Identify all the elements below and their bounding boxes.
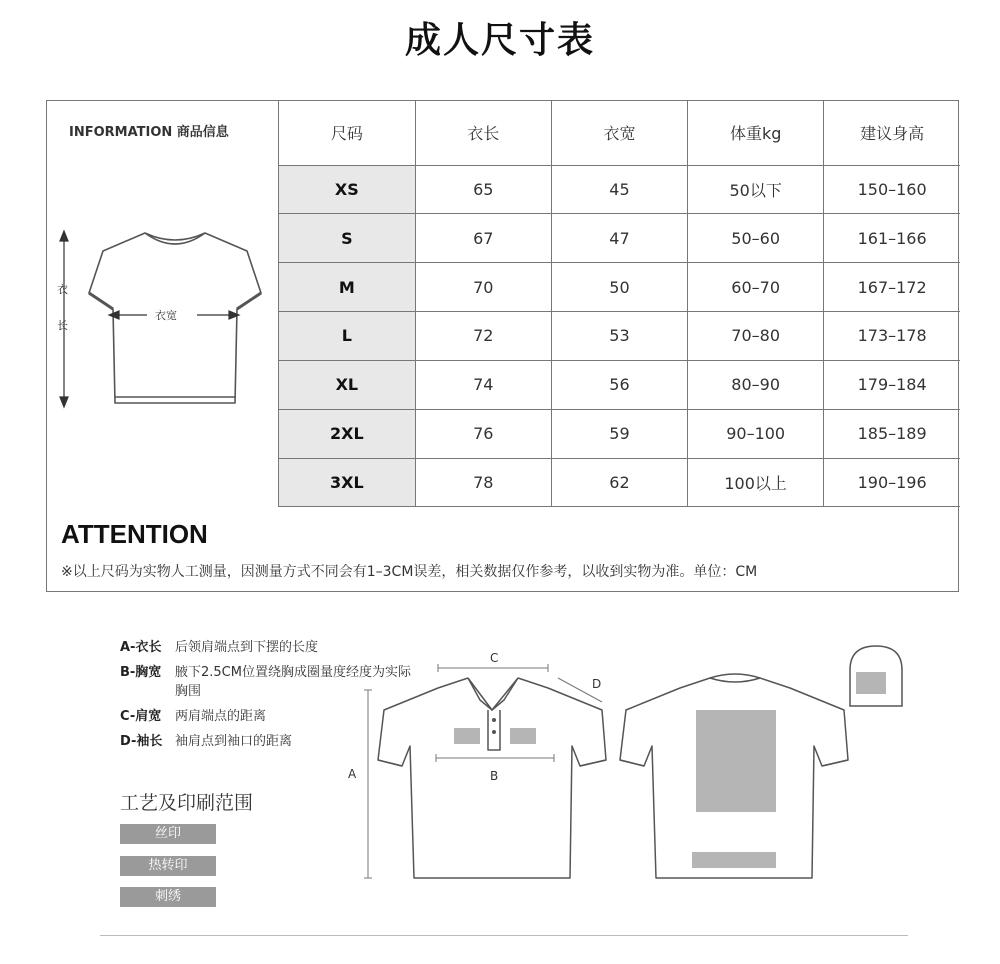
width-cell: 47 xyxy=(551,214,687,263)
height-cell: 185–189 xyxy=(824,409,960,458)
width-cell: 59 xyxy=(551,409,687,458)
length-cell: 76 xyxy=(415,409,551,458)
weight-cell: 90–100 xyxy=(688,409,824,458)
weight-cell: 50以下 xyxy=(688,165,824,214)
table-row xyxy=(279,214,960,263)
width-cell: 62 xyxy=(551,458,687,507)
attention-note: ※以上尺码为实物人工测量，因测量方式不同会有1–3CM误差，相关数据仅作参考，以收到实物为准。单位：CM xyxy=(61,564,758,580)
bottom-divider xyxy=(100,935,908,936)
size-cell: S xyxy=(279,214,415,263)
length-cell: 78 xyxy=(415,458,551,507)
length-cell: 72 xyxy=(415,312,551,361)
table-row xyxy=(279,409,960,458)
header-width: 衣宽 xyxy=(551,101,687,165)
definition-key: B-胸宽 xyxy=(120,665,162,680)
table-row xyxy=(279,458,960,507)
length-cell: 65 xyxy=(415,165,551,214)
label-a: A xyxy=(348,767,357,781)
length-cell: 74 xyxy=(415,360,551,409)
size-chart-box xyxy=(46,100,959,592)
table-header-row xyxy=(279,101,960,165)
attention-section xyxy=(47,507,960,593)
definition-value: 袖肩点到袖口的距离 xyxy=(175,734,293,749)
size-cell: XS xyxy=(279,165,415,214)
label-b: B xyxy=(490,769,499,783)
weight-cell: 100以上 xyxy=(688,458,824,507)
height-cell: 179–184 xyxy=(824,360,960,409)
page-title: 成人尺寸表 xyxy=(404,20,595,61)
width-cell: 45 xyxy=(551,165,687,214)
weight-cell: 80–90 xyxy=(688,360,824,409)
width-cell: 50 xyxy=(551,263,687,312)
polo-diagram-icon xyxy=(340,610,940,910)
info-label: INFORMATION 商品信息 xyxy=(69,125,229,140)
width-cell: 56 xyxy=(551,360,687,409)
attention-title: ATTENTION xyxy=(61,519,208,549)
label-c: C xyxy=(490,651,499,665)
size-cell: 2XL xyxy=(279,409,415,458)
width-cell: 53 xyxy=(551,312,687,361)
definition-value: 腋下2.5CM位置绕胸成圈量度经度为实际胸围 xyxy=(175,665,411,699)
header-height: 建议身高 xyxy=(824,101,960,165)
size-cell: XL xyxy=(279,360,415,409)
size-cell: L xyxy=(279,312,415,361)
height-cell: 161–166 xyxy=(824,214,960,263)
table-row xyxy=(279,312,960,361)
craft-title: 工艺及印刷范围 xyxy=(120,792,254,814)
tshirt-diagram-icon xyxy=(47,101,279,507)
definition-key: C-肩宽 xyxy=(120,709,162,724)
length-cell: 67 xyxy=(415,214,551,263)
width-label-text: 衣宽 xyxy=(155,309,177,322)
weight-cell: 70–80 xyxy=(688,312,824,361)
header-length: 衣长 xyxy=(415,101,551,165)
header-weight: 体重kg xyxy=(688,101,824,165)
definition-value: 两肩端点的距离 xyxy=(175,709,267,724)
svg-text:长: 长 xyxy=(57,319,68,332)
table-row xyxy=(279,360,960,409)
weight-cell: 60–70 xyxy=(688,263,824,312)
definition-key: A-衣长 xyxy=(120,640,162,655)
label-d: D xyxy=(592,677,602,691)
table-row xyxy=(279,165,960,214)
height-cell: 150–160 xyxy=(824,165,960,214)
height-cell: 190–196 xyxy=(824,458,960,507)
header-size: 尺码 xyxy=(279,101,415,165)
definition-key: D-袖长 xyxy=(120,734,163,749)
height-cell: 167–172 xyxy=(824,263,960,312)
weight-cell: 50–60 xyxy=(688,214,824,263)
definition-value: 后领肩端点到下摆的长度 xyxy=(175,640,319,655)
info-panel xyxy=(47,101,279,507)
height-cell: 173–178 xyxy=(824,312,960,361)
craft-tag-heat-transfer: 热转印 xyxy=(120,856,216,876)
size-cell: 3XL xyxy=(279,458,415,507)
craft-tag-embroidery: 刺绣 xyxy=(120,887,216,907)
craft-tag-screen-print: 丝印 xyxy=(120,824,216,844)
length-label-text: 衣 xyxy=(57,283,68,296)
table-row xyxy=(279,263,960,312)
size-table xyxy=(279,101,960,507)
length-cell: 70 xyxy=(415,263,551,312)
size-cell: M xyxy=(279,263,415,312)
